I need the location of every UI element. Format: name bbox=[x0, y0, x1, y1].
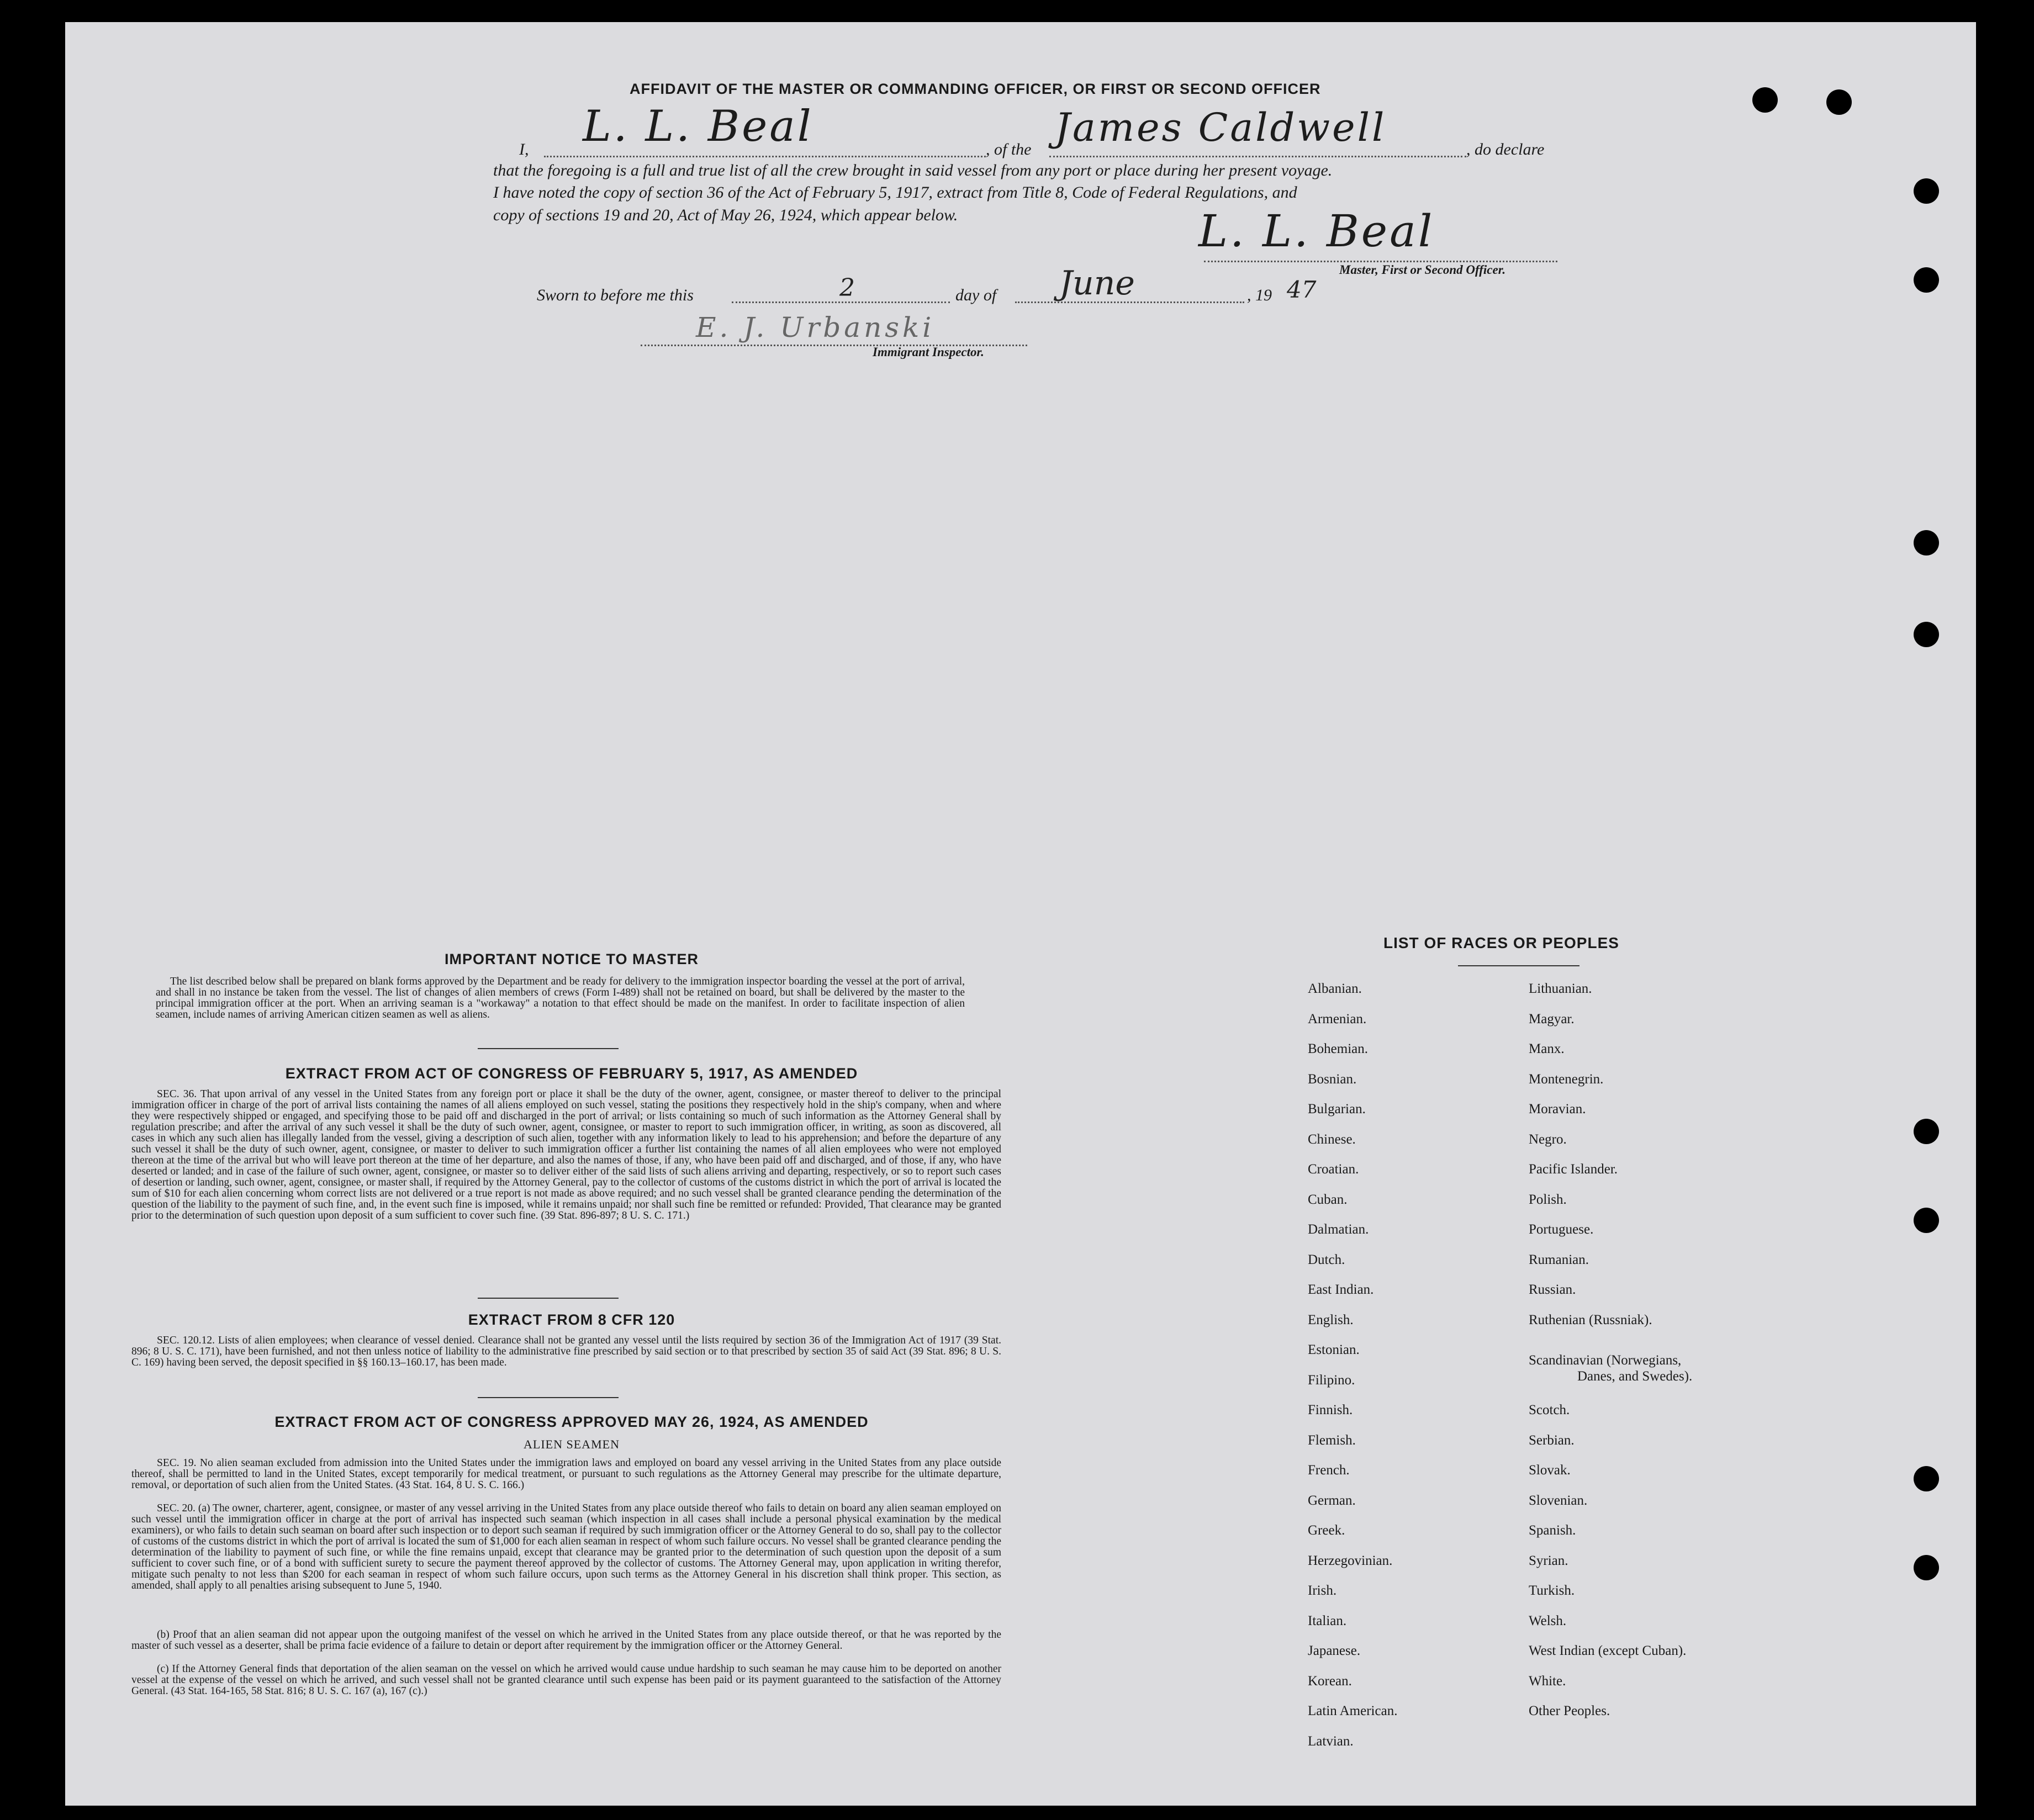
affidavit-body-line2: that the foregoing is a full and true list of all the crew brought in said vessel from any port or place during her present voyage. bbox=[493, 161, 1333, 179]
divider bbox=[478, 1048, 619, 1049]
day-of-text: day of bbox=[955, 286, 997, 304]
sworn-year: 47 bbox=[1287, 276, 1317, 303]
race-item: Latin American. bbox=[1308, 1703, 1398, 1718]
race-item: White. bbox=[1529, 1674, 1566, 1689]
race-item: Latvian. bbox=[1308, 1734, 1354, 1749]
extract-1917-title: EXTRACT FROM ACT OF CONGRESS OF FEBRUARY 5, 1917, AS AMENDED bbox=[285, 1065, 858, 1082]
race-item: Scotch. bbox=[1529, 1403, 1570, 1417]
race-item: Rumanian. bbox=[1529, 1252, 1589, 1267]
inspector-signature: E. J. Urbanski bbox=[696, 311, 935, 343]
extract-1924-sec20c: (c) If the Attorney General finds that deportation of the alien seaman on the vessel on which he arrived would cause undue hardship to such seaman he may cause him to be deported on another vessel at the expense of the vessel on which he arrived, and such vessel shall not be granted clearance until such expense has been paid or its payment guaranteed to the satisfaction of the Attorney General. (43 Stat. 164-165, 58 Stat. 816; 8 U. S. C. 167 (a), 167 (c).) bbox=[131, 1663, 1001, 1697]
race-item: Filipino. bbox=[1308, 1373, 1355, 1388]
affidavit-body-line3: I have noted the copy of section 36 of the Act of February 5, 1917, extract from Title 8, Code of Federal Regulations, and bbox=[493, 183, 1297, 202]
race-item: Syrian. bbox=[1529, 1553, 1568, 1568]
race-item: French. bbox=[1308, 1463, 1350, 1478]
race-item: Russian. bbox=[1529, 1282, 1576, 1297]
race-item: Albanian. bbox=[1308, 981, 1362, 996]
race-item: Lithuanian. bbox=[1529, 981, 1592, 996]
punch-hole bbox=[1914, 1555, 1939, 1580]
race-item: Dutch. bbox=[1308, 1252, 1345, 1267]
race-item: Other Peoples. bbox=[1529, 1703, 1610, 1718]
signature-caption: Master, First or Second Officer. bbox=[1339, 263, 1506, 277]
extract-8cfr-text: SEC. 120.12. Lists of alien employees; when clearance of vessel denied. Clearance shall not be granted any vessel until the lists required by section 36 of the Immigration Act of 1917 (39 Stat. 896; 8 U. S. C. 171), have been furnished, and not then unless notice of liability to the administrative fine prescribed by said section or to that prescribed by section 35 of said Act (39 Stat. 896; 8 U. S. C. 169) having been served, the deposit specified in §§ 160.13–160.17, has been made. bbox=[131, 1335, 1001, 1368]
notice-text: The list described below shall be prepared on blank forms approved by the Department and be ready for delivery to the immigration inspector boarding the vessel at the port of arrival, and shall in no instance be taken from the vessel. The list of changes of alien members of crews (Form I-489) shall not be retained on board, but shall be delivered by the master to the principal immigration officer at the port. When an arriving seaman is a "workaway" a notation to that effect should be made on the manifest. In order to facilitate inspection of alien seamen, include names of arriving American citizen seamen as well as aliens. bbox=[156, 976, 965, 1020]
race-item: East Indian. bbox=[1308, 1282, 1374, 1297]
race-item: Danes, and Swedes). bbox=[1577, 1369, 1693, 1384]
race-item: Herzegovinian. bbox=[1308, 1553, 1393, 1568]
race-item: Slovak. bbox=[1529, 1463, 1571, 1478]
race-item: Finnish. bbox=[1308, 1403, 1353, 1417]
inspector-signature-line bbox=[641, 311, 1027, 346]
race-item: Croatian. bbox=[1308, 1162, 1359, 1177]
notice-title: IMPORTANT NOTICE TO MASTER bbox=[445, 951, 699, 967]
race-item: Greek. bbox=[1308, 1523, 1345, 1538]
race-item: Slovenian. bbox=[1529, 1493, 1588, 1508]
extract-1924-sec20a: SEC. 20. (a) The owner, charterer, agent, consignee, or master of any vessel arriving in the United States from any place outside thereof who fails to detain on board any alien seaman employed on such vessel until the immigration officer in charge at the port of arrival has inspected such seaman (which inspection in all cases shall include a personal physical examination by the medical examiners), or who fails to detain such seaman on board after such inspection or to deport such seaman if required by such immigration officer or the Attorney General to do so, shall pay to the collector of customs of the customs district in which the port of arrival is located the sum of $1,000 for each alien seaman in respect of whom such failure occurs. No vessel shall be granted clearance pending the determination of the liability to payment of such fine, or while the fine remains unpaid, except that clearance may be granted prior to the determination of such question upon the deposit of a sum sufficient to cover such fine, or of a bond with sufficient surety to secure the payment thereof approved by the collector of customs. The Attorney General may, upon application in writing therefor, mitigate such penalty to not less than $200 for each seaman in respect of whom such failure occurs, upon such terms as the Attorney General in his discretion shall think proper. This section, as amended, shall apply to all penalties arising subsequent to June 5, 1940. bbox=[131, 1502, 1001, 1591]
race-item: Bosnian. bbox=[1308, 1072, 1357, 1087]
sworn-month: June bbox=[1059, 264, 1135, 303]
race-item: Manx. bbox=[1529, 1041, 1565, 1056]
extract-1924-sec20b: (b) Proof that an alien seaman did not appear upon the outgoing manifest of the vessel on which he arrived in the United States from any place outside thereof, or that he was reported by the master of such vessel as a deserter, shall be prima facie evidence of a failure to detain or deport after requirement by the immigration officer or the Attorney General. bbox=[131, 1629, 1001, 1652]
race-item: Bulgarian. bbox=[1308, 1102, 1366, 1117]
extract-1917-text: SEC. 36. That upon arrival of any vessel in the United States from any foreign port or place it shall be the duty of the owner, agent, consignee, or master thereof to deliver to the principal immigration officer in charge of the port of arrival lists containing the names of all aliens employed on such vessel, stating the positions they respectively hold in the ship's company, when and where they were respectively shipped or engaged, and specifying those to be paid off and discharged in the port of arrival; or lists containing so much of such information as the Attorney General shall by regulation prescribe; and after the arrival of any such vessel it shall be the duty of such owner, agent, consignee, or master to report to such immigration officer, in writing, as soon as discovered, all cases in which any such alien has illegally landed from the vessel, giving a description of such alien, together with any information likely to lead to his apprehension; and before the departure of any such vessel it shall be the duty of such owner, agent, consignee, or master to deliver to such immigration officer a further list containing the names of all alien employees who were not employed thereon at the time of the arrival but who will leave port thereon at the time of her departure, and also the names of those, if any, who have been paid off and discharged, and of those, if any, who have deserted or landed; and in case of the failure of such owner, agent, consignee, or master so to deliver either of the said lists of such aliens arriving and departing, respectively, or so to report such cases of desertion or landing, such owner, agent, consignee, or master shall, if required by the Attorney General, pay to the collector of customs of the customs district in which the port of arrival is located the sum of $10 for each alien concerning whom correct lists are not delivered or a true report is not made as above required; and no such vessel shall be granted clearance pending the determination of the question of the liability to the payment of such fine, and, in the event such fine is imposed, while it remains unpaid; nor shall such fine be remitted or refunded: Provided, That clearance may be granted prior to the determination of such question upon deposit of a sum sufficient to cover such fine. (39 Stat. 896-897; 8 U. S. C. 171.) bbox=[131, 1088, 1001, 1221]
race-item: Portuguese. bbox=[1529, 1222, 1594, 1237]
race-item: Ruthenian (Russniak). bbox=[1529, 1313, 1652, 1327]
punch-hole bbox=[1914, 1119, 1939, 1144]
race-item: Estonian. bbox=[1308, 1342, 1360, 1357]
race-item: Serbian. bbox=[1529, 1433, 1575, 1448]
race-item: Polish. bbox=[1529, 1192, 1567, 1207]
vessel-blank bbox=[1049, 105, 1466, 157]
sworn-month-blank bbox=[1015, 264, 1244, 303]
signer-handwritten: L. L. Beal bbox=[583, 102, 813, 151]
divider bbox=[478, 1298, 619, 1299]
race-item: Turkish. bbox=[1529, 1583, 1575, 1598]
signer-blank bbox=[544, 102, 986, 157]
do-declare-text: , do declare bbox=[1466, 140, 1545, 158]
sworn-day-blank bbox=[732, 276, 950, 303]
extract-8cfr-title: EXTRACT FROM 8 CFR 120 bbox=[468, 1311, 675, 1328]
race-item: Flemish. bbox=[1308, 1433, 1356, 1448]
race-item: Magyar. bbox=[1529, 1012, 1575, 1027]
punch-hole bbox=[1914, 530, 1939, 555]
vessel-handwritten: James Caldwell bbox=[1055, 105, 1387, 150]
affidavit-body-line4: copy of sections 19 and 20, Act of May 26, 1924, which appear below. bbox=[493, 206, 958, 224]
punch-hole bbox=[1914, 178, 1939, 204]
punch-hole bbox=[1752, 87, 1778, 113]
race-item: Negro. bbox=[1529, 1132, 1567, 1147]
race-item: West Indian (except Cuban). bbox=[1529, 1643, 1687, 1658]
race-item: Moravian. bbox=[1529, 1102, 1586, 1117]
race-item: Montenegrin. bbox=[1529, 1072, 1604, 1087]
race-item: Cuban. bbox=[1308, 1192, 1348, 1207]
of-the-text: , of the bbox=[986, 140, 1032, 158]
year-prefix: , 19 bbox=[1247, 286, 1272, 304]
race-item: Bohemian. bbox=[1308, 1041, 1369, 1056]
punch-hole bbox=[1826, 89, 1852, 115]
race-item: Armenian. bbox=[1308, 1012, 1367, 1027]
race-item: Italian. bbox=[1308, 1613, 1347, 1628]
race-item: Pacific Islander. bbox=[1529, 1162, 1618, 1177]
alien-seamen-subtitle: ALIEN SEAMEN bbox=[524, 1437, 620, 1451]
extract-1924-sec19: SEC. 19. No alien seaman excluded from admission into the United States under the immigration laws and employed on board any vessel arriving in the United States from any place outside thereof, shall be permitted to land in the United States, except temporarily for medical treatment, or pursuant to such regulations as the Attorney General may prescribe for the ultimate departure, removal, or deportation of such alien from the United States. (43 Stat. 164, 8 U. S. C. 166.) bbox=[131, 1457, 1001, 1491]
affidavit-title: AFFIDAVIT OF THE MASTER OR COMMANDING OFFICER, OR FIRST OR SECOND OFFICER bbox=[630, 81, 1321, 97]
race-item: Welsh. bbox=[1529, 1613, 1567, 1628]
punch-hole bbox=[1914, 622, 1939, 647]
races-title: LIST OF RACES OR PEOPLES bbox=[1383, 934, 1619, 951]
race-item: Korean. bbox=[1308, 1674, 1352, 1689]
race-item: Dalmatian. bbox=[1308, 1222, 1369, 1237]
race-item: Spanish. bbox=[1529, 1523, 1576, 1538]
race-item: English. bbox=[1308, 1313, 1354, 1327]
affidavit-line1-prefix: I, bbox=[519, 140, 529, 158]
race-item: Japanese. bbox=[1308, 1643, 1361, 1658]
punch-hole bbox=[1914, 1466, 1939, 1491]
sworn-day: 2 bbox=[839, 274, 855, 302]
race-item: Chinese. bbox=[1308, 1132, 1356, 1147]
race-item: Irish. bbox=[1308, 1583, 1337, 1598]
sworn-prefix: Sworn to before me this bbox=[537, 286, 694, 304]
inspector-caption: Immigrant Inspector. bbox=[873, 345, 984, 359]
divider bbox=[1458, 965, 1579, 966]
signature-line bbox=[1204, 261, 1557, 262]
divider bbox=[478, 1397, 619, 1398]
race-item: Scandinavian (Norwegians, bbox=[1529, 1353, 1682, 1368]
extract-1924-title: EXTRACT FROM ACT OF CONGRESS APPROVED MAY 26, 1924, AS AMENDED bbox=[274, 1414, 869, 1430]
punch-hole bbox=[1914, 267, 1939, 293]
punch-hole bbox=[1914, 1208, 1939, 1233]
master-signature: L. L. Beal bbox=[1198, 205, 1435, 257]
race-item: German. bbox=[1308, 1493, 1356, 1508]
